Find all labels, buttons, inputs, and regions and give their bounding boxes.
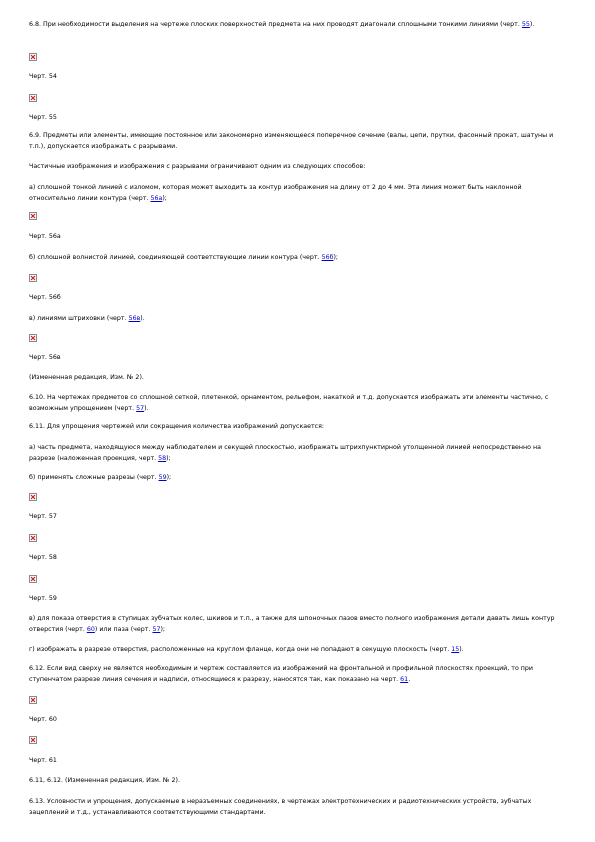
broken-image-icon [29, 534, 37, 542]
link-drawing-61[interactable]: 61 [400, 676, 409, 683]
link-drawing-56a[interactable]: 56а [150, 195, 163, 202]
broken-image-icon [29, 94, 37, 102]
link-drawing-58[interactable]: 58 [158, 455, 167, 462]
caption-drawing-54: Черт. 54 [29, 73, 57, 80]
caption-drawing-61: Черт. 61 [29, 757, 57, 764]
paragraph-6-10: 6.10. На чертежах предметов со сплошной сеткой, плетенкой, орнаментом, рельефом, накаткой и т.д. допускается изображать эти элементы частично, с возможным упрощением (черт. 57). [29, 394, 549, 412]
link-drawing-15[interactable]: 15 [451, 646, 460, 653]
link-drawing-56v[interactable]: 56в [128, 315, 141, 322]
paragraph-6-11-a: а) часть предмета, находящуюся между наблюдателем и секущей плоскостью, изображать штрихпунктирной утолщенной линией непосредственно на разрезе (наложенная проекция, черт. 58); [29, 444, 541, 462]
broken-image-icon [29, 334, 37, 342]
paragraph-method-v: в) линиями штриховки (черт. 56в). [29, 315, 145, 322]
link-drawing-56b[interactable]: 56б [321, 254, 334, 261]
paragraph-6-9: 6.9. Предметы или элементы, имеющие постоянное или закономерно изменяющееся поперечное сечение (валы, цепи, прутки, фасонный прокат, шатуны и т.п.), допускается изображать с разрывами. [29, 132, 554, 150]
amendment-note-2: 6.11, 6.12. (Измененная редакция, Изм. № 2). [29, 777, 180, 784]
caption-drawing-60: Черт. 60 [29, 716, 57, 723]
caption-drawing-59: Черт. 59 [29, 595, 57, 602]
broken-image-icon [29, 575, 37, 583]
paragraph-limit-methods: Частичные изображения и изображения с разрывами ограничивают одним из следующих способов: [29, 163, 366, 170]
broken-image-icon [29, 212, 37, 220]
caption-drawing-58: Черт. 58 [29, 554, 57, 561]
caption-drawing-57: Черт. 57 [29, 513, 57, 520]
paragraph-6-11-v: в) для показа отверстия в ступицах зубчатых колес, шкивов и т.п., а также для шпоночных пазов вместо полного изображения детали давать лишь контур отверстия (черт. 60) или паза (черт. 57); [29, 615, 555, 633]
broken-image-icon [29, 53, 37, 61]
link-drawing-60[interactable]: 60 [86, 626, 95, 633]
paragraph-method-a: а) сплошной тонкой линией с изломом, которая может выходить за контур изображения на длину от 2 до 4 мм. Эта линия может быть наклонной относительно линии контура (черт. 56а); [29, 184, 522, 202]
amendment-note-1: (Измененная редакция, Изм. № 2). [29, 374, 144, 381]
paragraph-6-8: 6.8. При необходимости выделения на чертеже плоских поверхностей предмета на них проводят диагонали сплошными тонкими линиями (черт. 55). [29, 21, 535, 28]
paragraph-6-11: 6.11. Для упрощения чертежей или сокращения количества изображений допускается: [29, 423, 325, 430]
link-drawing-59[interactable]: 59 [158, 474, 167, 481]
paragraph-6-12: 6.12. Если вид сверху не является необходимым и чертеж составляется из изображений на фронтальной и профильной плоскостях проекций, то при ступенчатом разрезе линия сечения и надписи, относящиеся к разрезу, наносятся так, как показано на черт. 61. [29, 665, 534, 683]
paragraph-6-13: 6.13. Условности и упрощения, допускаемые в неразъемных соединениях, в чертежах электротехнических и радиотехнических устройств, зубчатых зацеплений и т.д., устанавливаются соответствующими стандартами. [29, 798, 532, 816]
caption-drawing-56v: Черт. 56в [29, 354, 61, 361]
link-drawing-57-b[interactable]: 57 [152, 626, 161, 633]
paragraph-6-11-b: б) применять сложные разрезы (черт. 59); [29, 474, 172, 481]
caption-drawing-56b: Черт. 56б [29, 294, 61, 301]
broken-image-icon [29, 736, 37, 744]
link-drawing-57[interactable]: 57 [136, 405, 145, 412]
broken-image-icon [29, 696, 37, 704]
broken-image-icon [29, 493, 37, 501]
paragraph-6-11-g: г) изображать в разрезе отверстия, расположенные на круглом фланце, когда они не попадают в секущую плоскость (черт. 15). [29, 646, 464, 653]
caption-drawing-55: Черт. 55 [29, 114, 57, 121]
broken-image-icon [29, 274, 37, 282]
paragraph-method-b: б) сплошной волнистой линией, соединяющей соответствующие линии контура (черт. 56б); [29, 254, 339, 261]
caption-drawing-56a: Черт. 56а [29, 233, 61, 240]
link-drawing-55[interactable]: 55 [521, 21, 530, 28]
